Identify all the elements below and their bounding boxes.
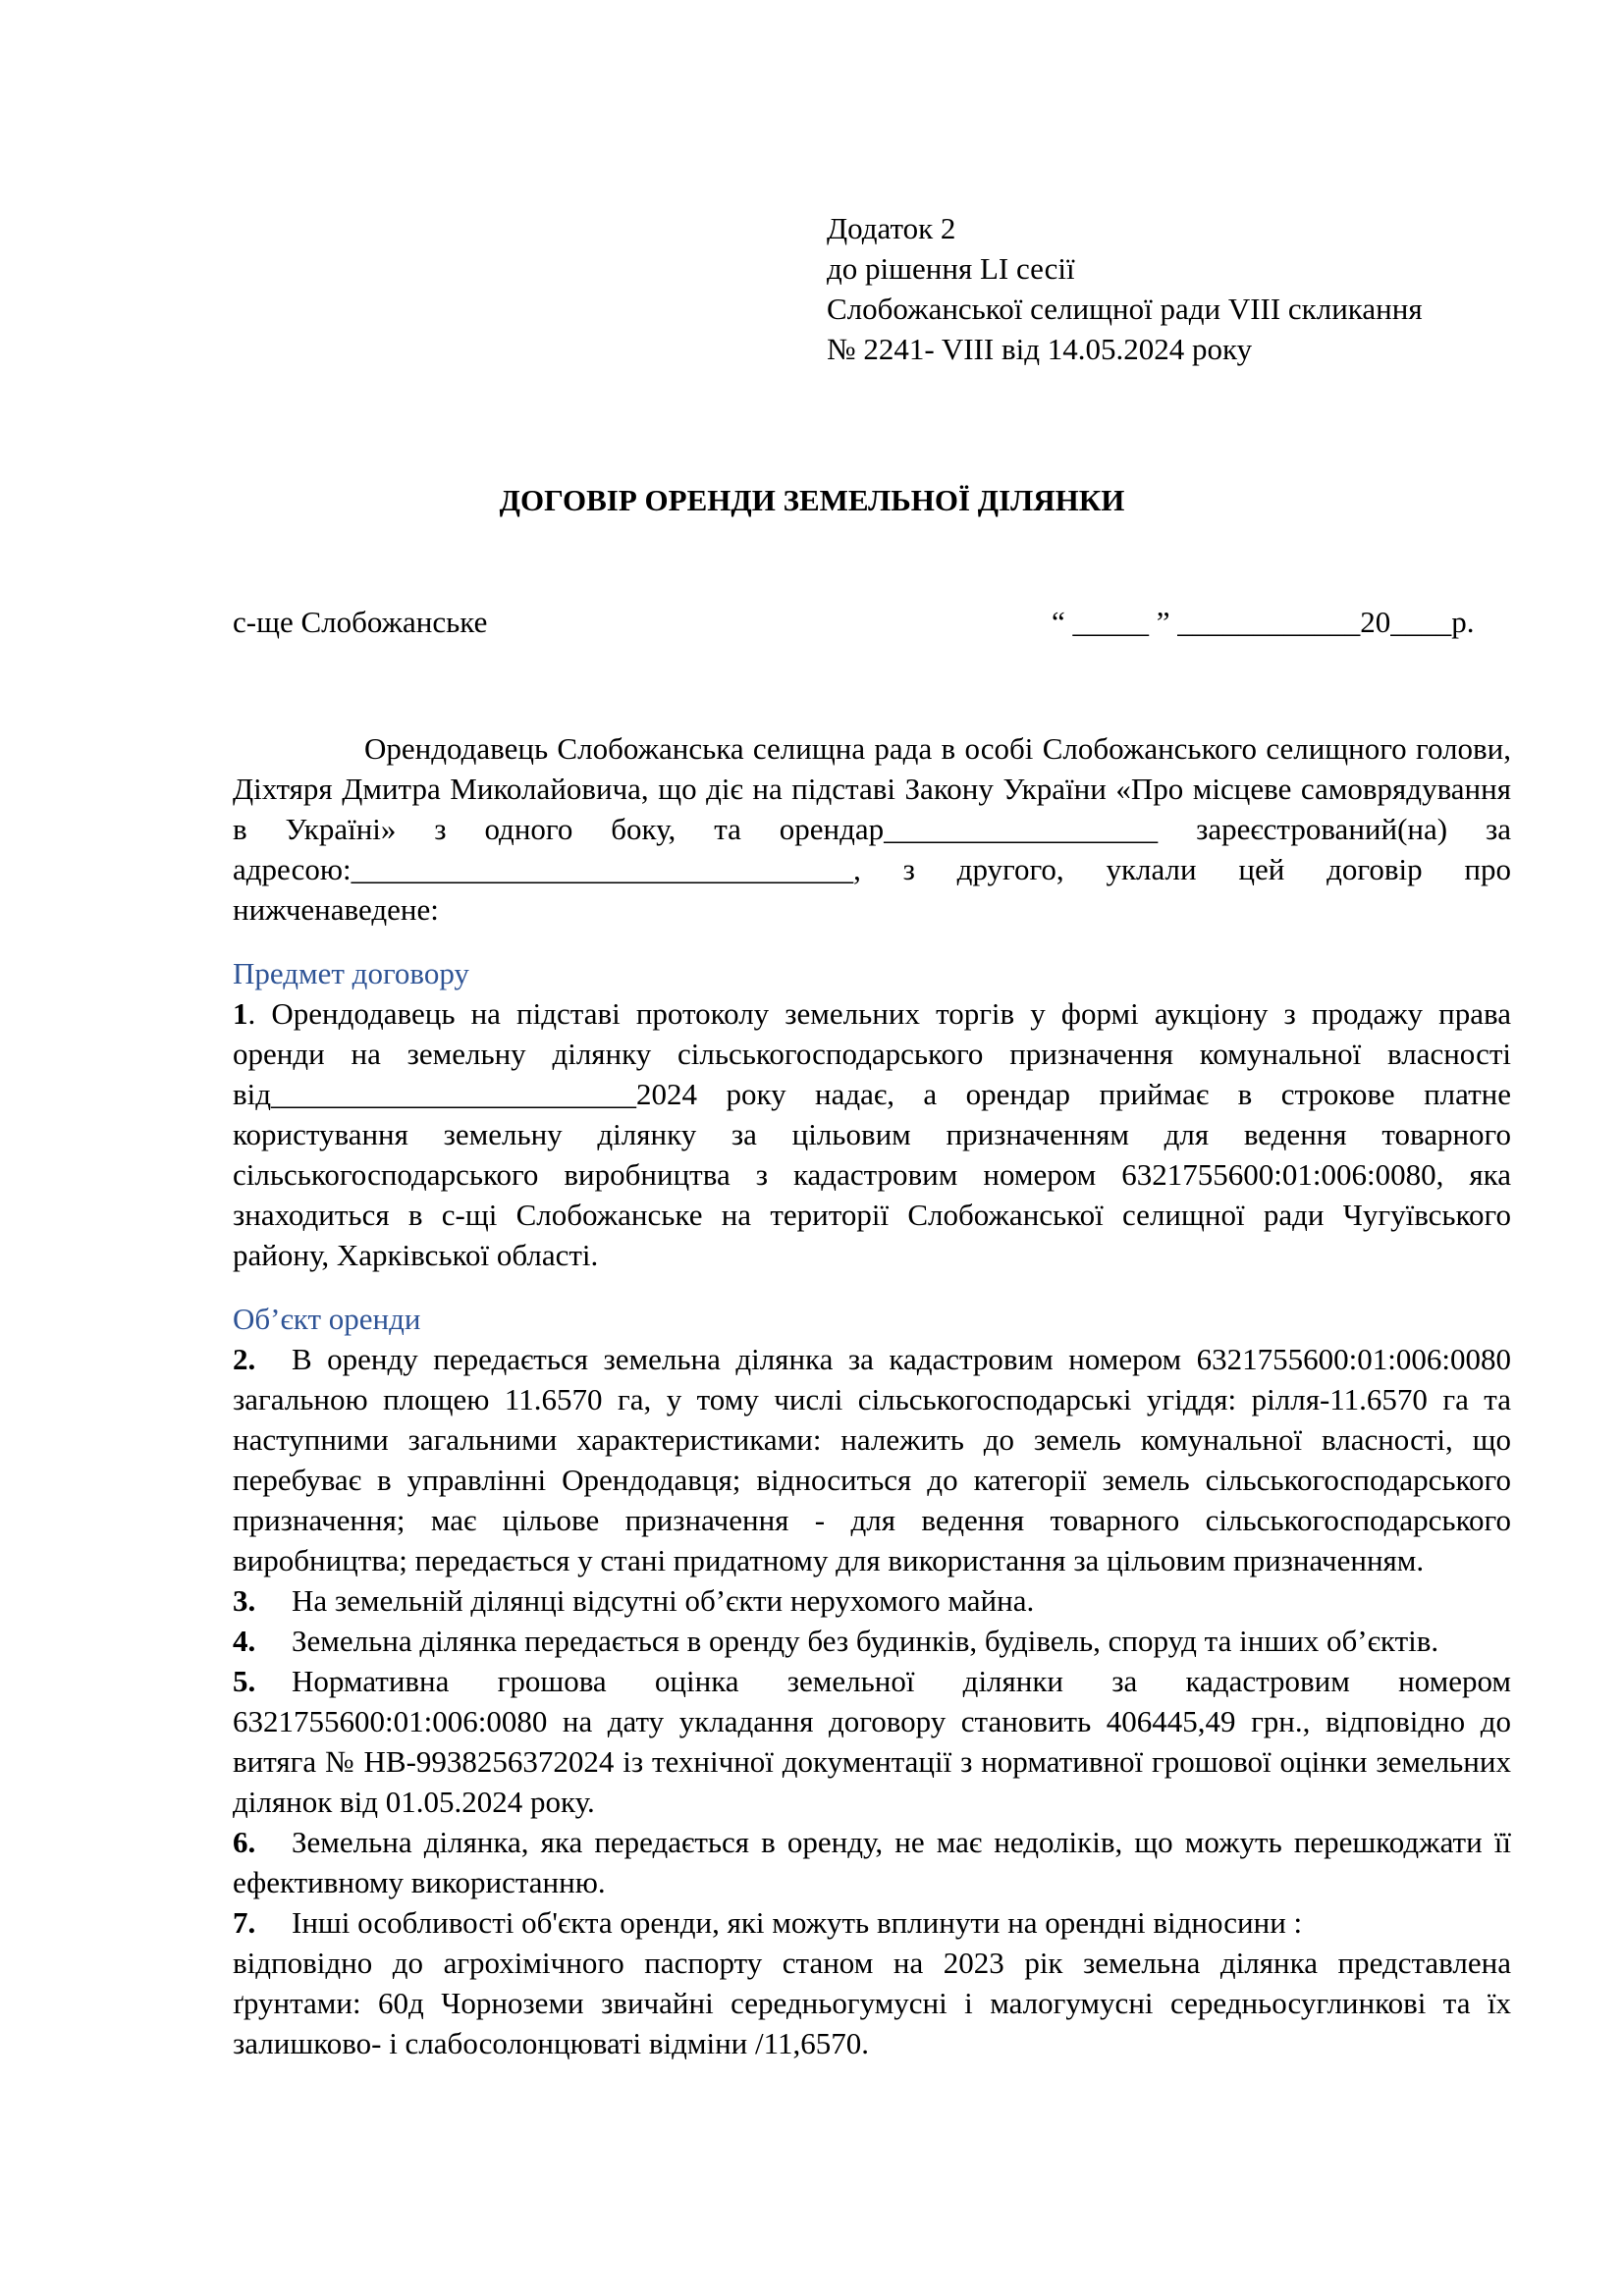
clause-number: 1 [233,996,248,1031]
clause-text: . Орендодавець на підставі протоколу земельних торгів у формі аукціону з продажу права оренди на земельну ділянку сільськогосподарського призначення комунальної власності від________________________2024 року надає, а орендар приймає в строкове платне користування земельну ділянку за цільовим призначенням для ведення товарного сільськогосподарського виробництва з кадастровим номером 6321755600:01:006:0080, яка знаходиться в с-щі Слобожанське на території Слобожанської селищної ради Чугуївського району, Харківської області. [233,996,1511,1272]
contract-place: с-ще Слобожанське [233,605,488,639]
clause-number: 4. [233,1624,256,1658]
document-body [233,728,1511,2063]
section-heading-subject: Предмет договору [233,956,469,990]
clause-text: Земельна ділянка, яка передається в оренду, не має недоліків, що можуть перешкоджати її ефективному використанню. [233,1825,1511,1899]
clause-text: Нормативна грошова оцінка земельної ділянки за кадастровим номером 6321755600:01:006:0080 на дату укладання договору становить 406445,49 грн., відповідно до витяга № НВ-9938256372024 із технічної документації з нормативної грошової оцінки земельних ділянок від 01.05.2024 року. [233,1664,1511,1819]
clause-text: На земельній ділянці відсутні об’єкти нерухомого майна. [292,1583,1035,1618]
contract-date-blank: “ _____ ” ____________20____р. [1052,605,1475,639]
clause-number: 2. [233,1342,256,1376]
clause-3 [233,1580,1511,1621]
clause-7 [233,1902,1511,1943]
clause-number: 6. [233,1825,256,1859]
clause-text: В оренду передається земельна ділянка за кадастровим номером 6321755600:01:006:0080 загальною площею 11.6570 га, у тому числі сільськогосподарські угіддя: рілля-11.6570 га та наступними загальними характеристиками: належить до земель комунальної власності, що перебуває в управлінні Орендодавця; відноситься до категорії земель сільськогосподарського призначення; має цільове призначення - для ведення товарного сільськогосподарського виробництва; передається у стані придатному для використання за цільовим призначенням. [233,1342,1511,1577]
clause-2 [233,1339,1511,1580]
clause-text: Інші особливості об'єкта оренди, які можуть вплинути на орендні відносини : [292,1905,1303,1940]
clause-6 [233,1822,1511,1902]
appendix-line-1: Додаток 2 [827,211,956,245]
clause-number: 7. [233,1905,256,1940]
appendix-line-4: № 2241- VIII від 14.05.2024 року [827,332,1253,366]
clause-5 [233,1661,1511,1822]
document-title: ДОГОВІР ОРЕНДИ ЗЕМЕЛЬНОЇ ДІЛЯНКИ [499,483,1125,517]
clause-text: Земельна ділянка передається в оренду без будинків, будівель, споруд та інших об’єктів. [292,1624,1439,1658]
appendix-line-2: до рішення LI сесії [827,251,1075,286]
appendix-line-3: Слобожанської селищної ради VIII скликання [827,292,1423,326]
clause-4 [233,1621,1511,1661]
intro-paragraph: Орендодавець Слобожанська селищна рада в особі Слобожанського селищного голови, Діхтяря Дмитра Миколайовича, що діє на підставі Закону України «Про місцеве самоврядування в Україні» з одного боку, та орендар__________________ зареєстрований(на) за адресою:_________________________________, з другого, уклали цей договір про нижченаведене: [233,731,1511,927]
clause-7-continuation: відповідно до агрохімічного паспорту станом на 2023 рік земельна ділянка представлена ґрунтами: 60д Чорноземи звичайні середньогумусні і малогумусні середньосуглинкові та їх залишково- і слабосолонцюваті відміни /11,6570. [233,1946,1511,2060]
clause-number: 3. [233,1583,256,1618]
clause-number: 5. [233,1664,256,1698]
appendix-block [827,208,1423,369]
section-heading-object: Об’єкт оренди [233,1302,421,1336]
clause-1 [233,993,1511,1275]
